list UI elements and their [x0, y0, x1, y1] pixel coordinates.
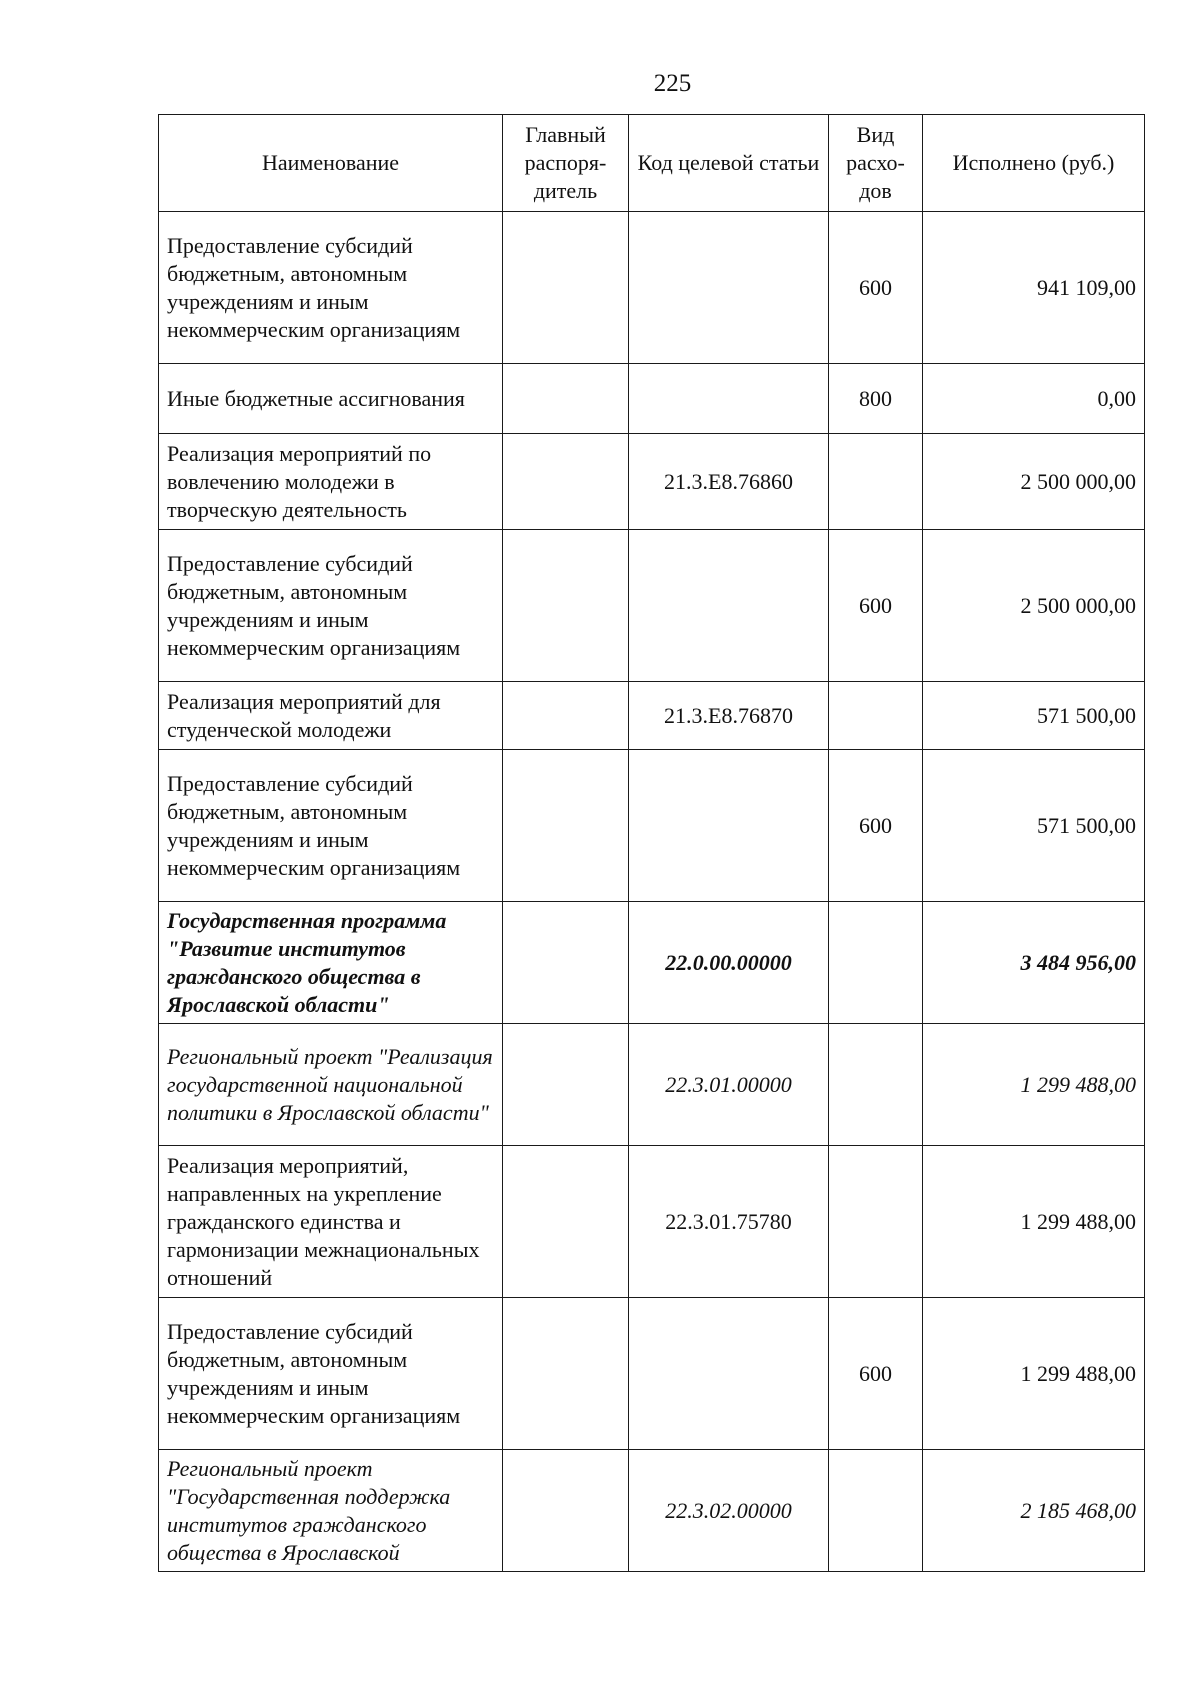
- cell-manager: [503, 364, 629, 434]
- page-number: 225: [653, 70, 692, 97]
- header-name: Наименование: [159, 115, 503, 212]
- cell-name: Предоставление субсидий бюджетным, автономным учреждениям и иным некоммерческим организациям: [159, 1298, 503, 1450]
- cell-code: [629, 1298, 829, 1450]
- cell-name: Предоставление субсидий бюджетным, автономным учреждениям и иным некоммерческим организациям: [159, 530, 503, 682]
- cell-name: Иные бюджетные ассигнования: [159, 364, 503, 434]
- cell-manager: [503, 682, 629, 750]
- header-expense-type: Вид расхо-дов: [829, 115, 923, 212]
- table-header-row: [159, 115, 1145, 212]
- cell-name: Государственная программа "Развитие институтов гражданского общества в Ярославской области": [159, 902, 503, 1024]
- cell-expense-type: [829, 1024, 923, 1146]
- cell-manager: [503, 902, 629, 1024]
- cell-code: [629, 750, 829, 902]
- cell-amount: 0,00: [923, 364, 1145, 434]
- cell-manager: [503, 434, 629, 530]
- table-row: [159, 1298, 1145, 1450]
- table-row: [159, 1450, 1145, 1572]
- budget-execution-table: [158, 114, 1145, 1572]
- table-row: [159, 902, 1145, 1024]
- cell-amount: 571 500,00: [923, 682, 1145, 750]
- cell-name: Предоставление субсидий бюджетным, автономным учреждениям и иным некоммерческим организациям: [159, 750, 503, 902]
- cell-amount: 2 500 000,00: [923, 530, 1145, 682]
- cell-name: Реализация мероприятий по вовлечению молодежи в творческую деятельность: [159, 434, 503, 530]
- header-manager: Главный распоря-дитель: [503, 115, 629, 212]
- cell-code: 22.3.01.00000: [629, 1024, 829, 1146]
- table-row: [159, 1146, 1145, 1298]
- cell-amount: 1 299 488,00: [923, 1146, 1145, 1298]
- table-body: [159, 212, 1145, 1572]
- table-row: [159, 212, 1145, 364]
- cell-name: Реализация мероприятий, направленных на укрепление гражданского единства и гармонизации межнациональных отношений: [159, 1146, 503, 1298]
- cell-name: Региональный проект "Реализация государственной национальной политики в Ярославской области": [159, 1024, 503, 1146]
- table-row: [159, 750, 1145, 902]
- cell-amount: 1 299 488,00: [923, 1024, 1145, 1146]
- cell-manager: [503, 1024, 629, 1146]
- cell-manager: [503, 750, 629, 902]
- cell-expense-type: 600: [829, 750, 923, 902]
- table-row: [159, 364, 1145, 434]
- cell-expense-type: [829, 434, 923, 530]
- cell-name: Региональный проект "Государственная поддержка институтов гражданского общества в Ярославской: [159, 1450, 503, 1572]
- cell-amount: 941 109,00: [923, 212, 1145, 364]
- cell-name: Реализация мероприятий для студенческой молодежи: [159, 682, 503, 750]
- cell-amount: 2 185 468,00: [923, 1450, 1145, 1572]
- header-code: Код целевой статьи: [629, 115, 829, 212]
- cell-manager: [503, 1450, 629, 1572]
- cell-expense-type: 600: [829, 1298, 923, 1450]
- cell-manager: [503, 212, 629, 364]
- cell-expense-type: [829, 1450, 923, 1572]
- cell-amount: 1 299 488,00: [923, 1298, 1145, 1450]
- table-row: [159, 1024, 1145, 1146]
- cell-amount: 2 500 000,00: [923, 434, 1145, 530]
- cell-expense-type: [829, 1146, 923, 1298]
- cell-expense-type: [829, 902, 923, 1024]
- cell-code: 22.0.00.00000: [629, 902, 829, 1024]
- table-row: [159, 434, 1145, 530]
- cell-code: 21.3.Е8.76870: [629, 682, 829, 750]
- header-executed: Исполнено (руб.): [923, 115, 1145, 212]
- cell-code: 22.3.01.75780: [629, 1146, 829, 1298]
- table-row: [159, 682, 1145, 750]
- table-row: [159, 530, 1145, 682]
- cell-expense-type: 800: [829, 364, 923, 434]
- cell-expense-type: 600: [829, 530, 923, 682]
- cell-expense-type: 600: [829, 212, 923, 364]
- cell-code: [629, 530, 829, 682]
- cell-amount: 3 484 956,00: [923, 902, 1145, 1024]
- cell-code: [629, 212, 829, 364]
- cell-expense-type: [829, 682, 923, 750]
- cell-manager: [503, 1298, 629, 1450]
- cell-name: Предоставление субсидий бюджетным, автономным учреждениям и иным некоммерческим организациям: [159, 212, 503, 364]
- cell-manager: [503, 1146, 629, 1298]
- cell-amount: 571 500,00: [923, 750, 1145, 902]
- cell-manager: [503, 530, 629, 682]
- cell-code: 21.3.Е8.76860: [629, 434, 829, 530]
- cell-code: [629, 364, 829, 434]
- cell-code: 22.3.02.00000: [629, 1450, 829, 1572]
